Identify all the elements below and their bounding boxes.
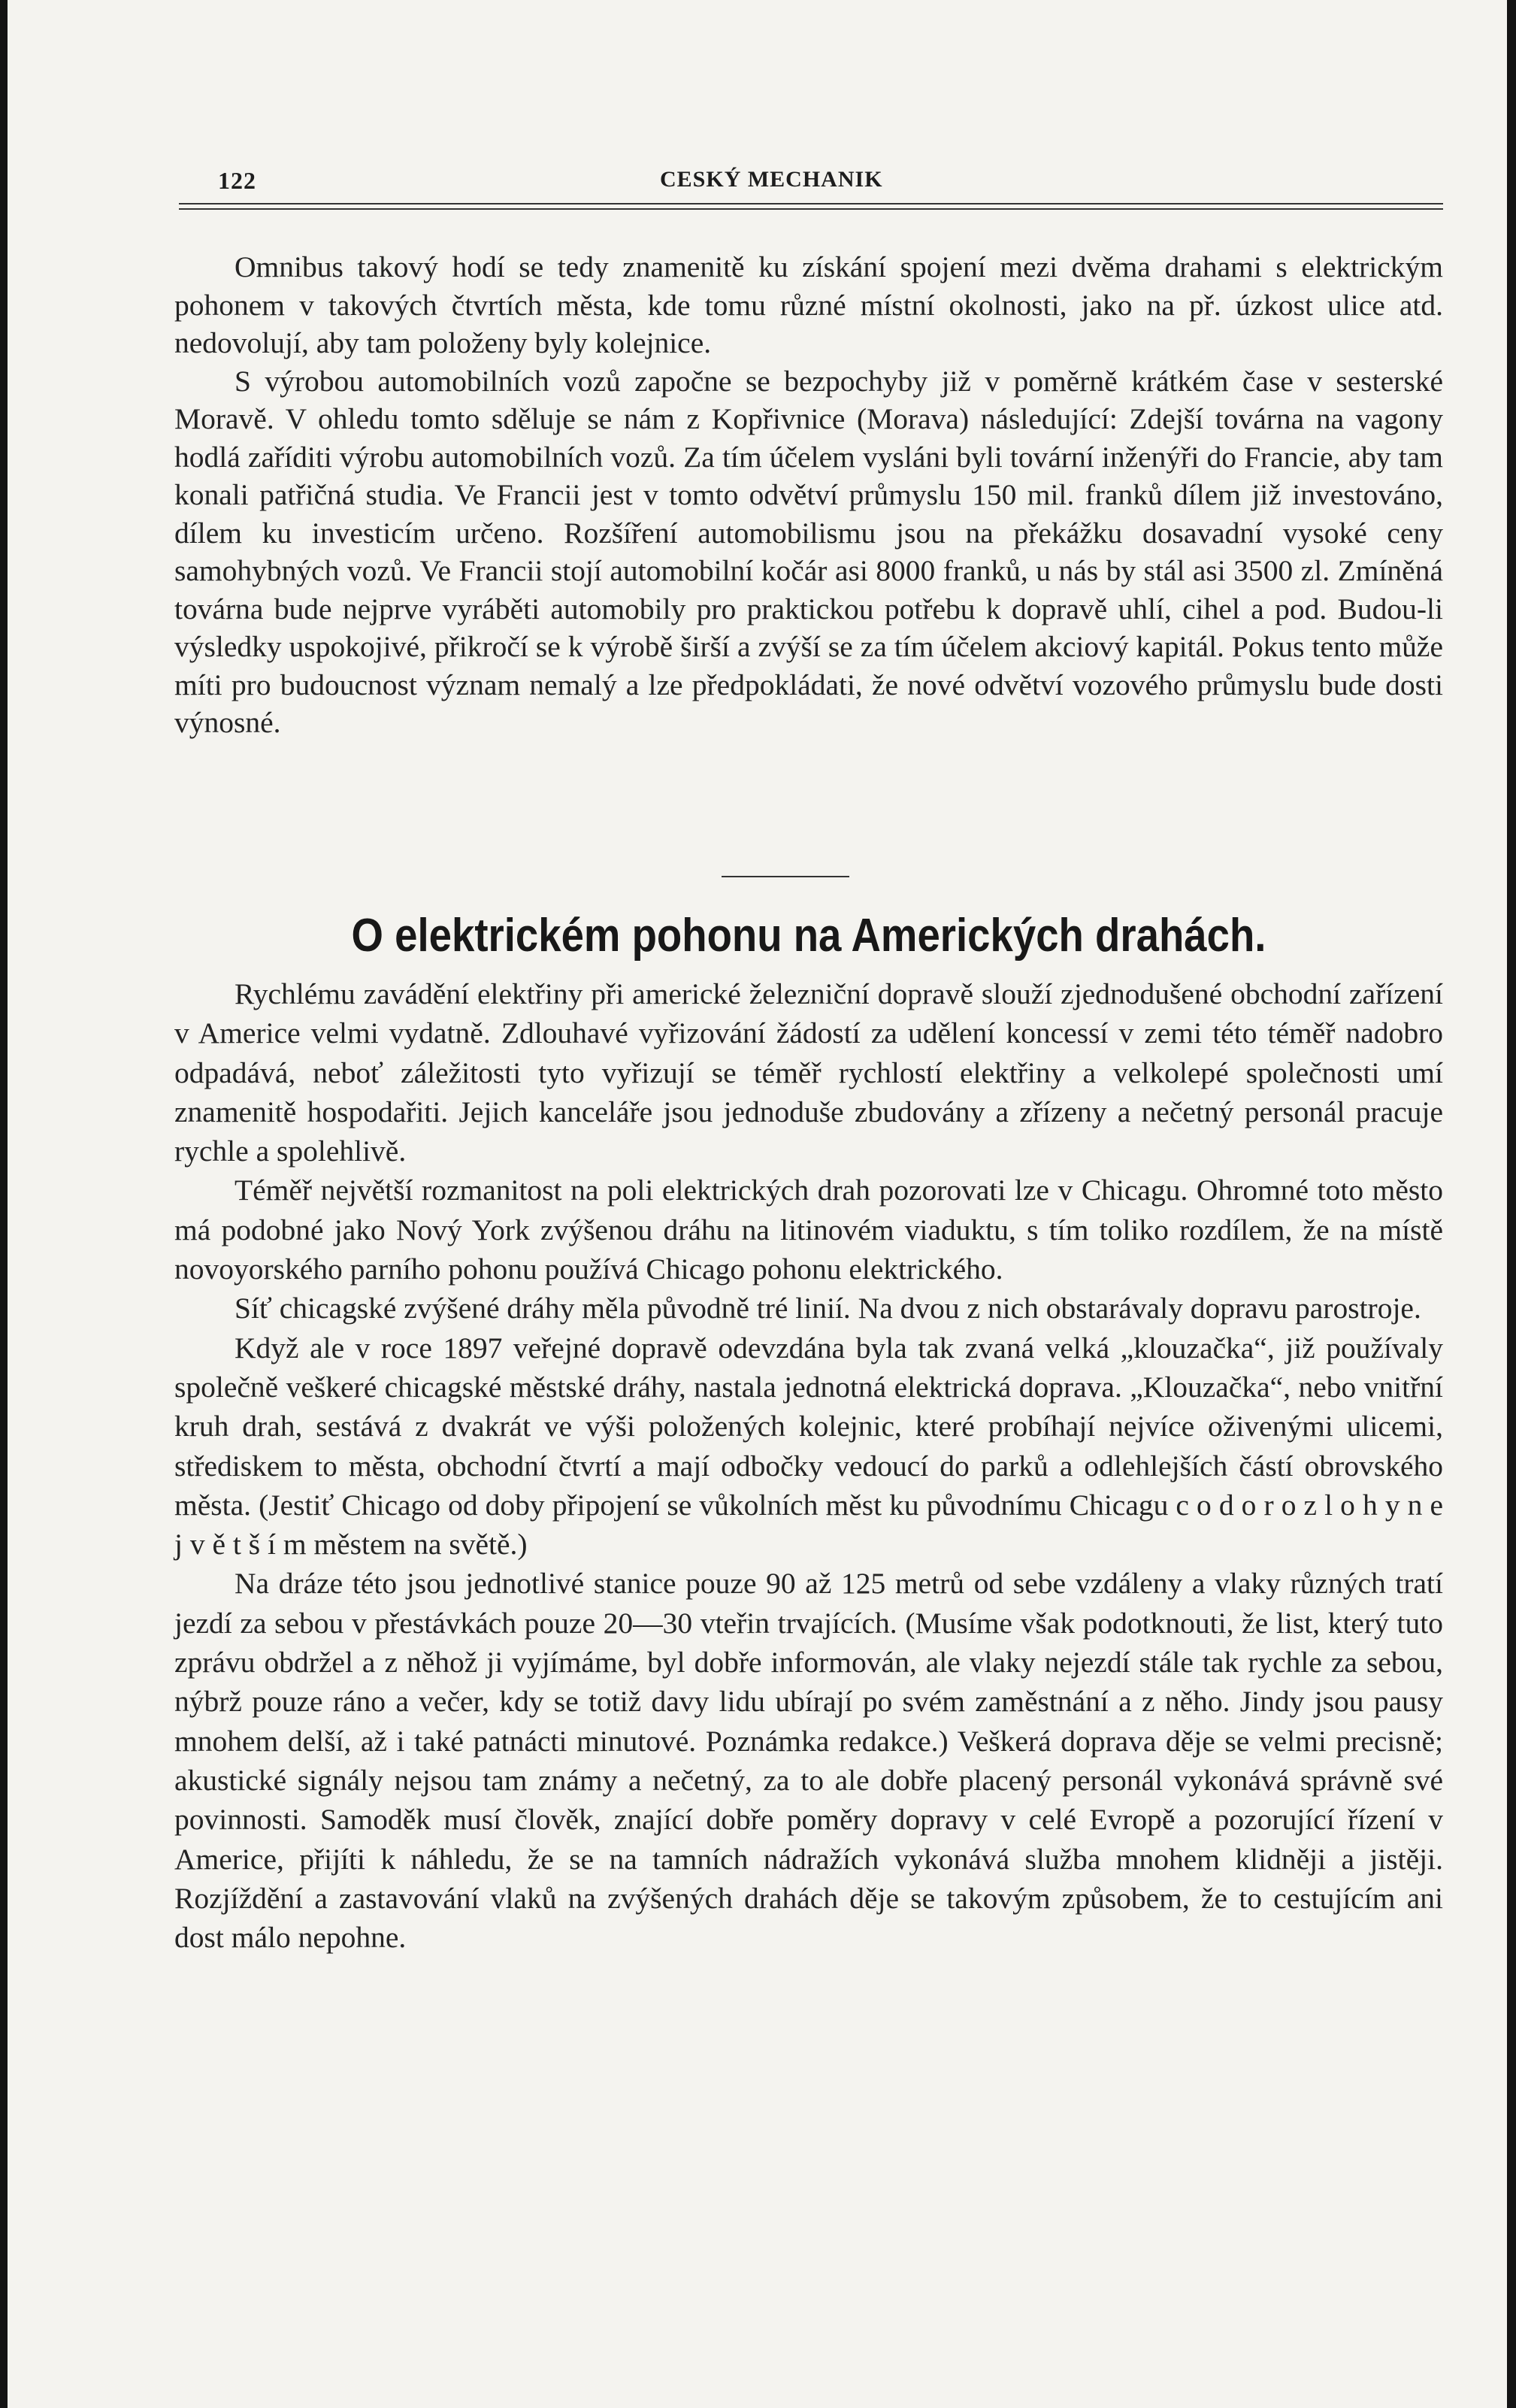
- running-title: CESKÝ MECHANIK: [660, 167, 883, 192]
- article-title: O elektrickém pohonu na Amerických drahách.: [351, 910, 1266, 962]
- article-paragraph: Když ale v roce 1897 veřejné dopravě odevzdána byla tak zvaná velká „klouzačka“, již používaly společně veškeré chicagské městské dráhy, nastala jednotná elektrická doprava. „Klouzačka“, nebo vnitřní kruh drah, sestává z dvakrát ve výši položených kolejnic, které probíhají nejvíce oživenými ulicemi, střediskem to města, obchodní čtvrtí a mají odbočky vedoucí do parků a odlehlejších částí obrovského města. (Jestiť Chicago od doby připojení se vůkolních měst ku původnímu Chicagu c o d o r o z l o h y n e j v ě t š í m městem na světě.): [174, 1331, 1443, 1561]
- article-paragraph: Na dráze této jsou jednotlivé stanice pouze 90 až 125 metrů od sebe vzdáleny a vlaky různých tratí jezdí za sebou v přestávkách pouze 20—30 vteřin trvajících. (Musíme však podotknouti, že list, který tuto zprávu obdržel a z něhož ji vyjímáme, byl dobře informován, ale vlaky nejezdí stále tak rychle za sebou, nýbrž pouze ráno a večer, kdy se totiž davy lidu ubírají po svém zaměstnání a z něho. Jindy jsou pausy mnohem delší, až i také patnácti minutové. Poznámka redakce.) Veškerá doprava děje se velmi precisně; akustické signály nejsou tam známy a nečetný, za to ale dobře placený personál vykonává správně své povinnosti. Samoděk musí člověk, znající dobře poměry dopravy v celé Evropě a pozorující řízení v Americe, přijíti k náhledu, že se na tamních nádražích vykonává služba mnohem klidněji a jistěji. Rozjíždění a zastavování vlaků na zvýšených drahách děje se takovým způsobem, že to cestujícím ani dost málo nepohne.: [174, 1567, 1443, 1955]
- page-number: 122: [218, 167, 256, 194]
- header-double-rule: [179, 203, 1443, 210]
- article-body: [174, 974, 1443, 1957]
- intro-paragraph: S výrobou automobilních vozů započne se bezpochyby již v poměrně krátkém čase v sesterské Moravě. V ohledu tomto sděluje se nám z Kopřivnice (Morava) následující: Zdejší továrna na vagony hodlá zaříditi výrobu automobilních vozů. Za tím účelem vysláni byli tovární inženýři do Francie, aby tam konali patřičná studia. Ve Francii jest v tomto odvětví průmyslu 150 mil. franků dílem již investováno, dílem ku investicím určeno. Rozšíření automobilismu jsou na překážku dosavadní vysoké ceny samohybných vozů. Ve Francii stojí automobilní kočár asi 8000 franků, u nás by stál asi 3500 zl. Zmíněná továrna bude nejprve vyráběti automobily pro praktickou potřebu k dopravě uhlí, cihel a pod. Budou-li výsledky uspokojivé, přikročí se k výrobě širší a zvýší se za tím účelem akciový kapitál. Pokus tento může míti pro budoucnost význam nemalý a lze předpokládati, že nové odvětví vozového průmyslu bude dosti výnosné.: [174, 364, 1443, 739]
- intro-section: [174, 248, 1443, 742]
- article-paragraph: Síť chicagské zvýšené dráhy měla původně tré linií. Na dvou z nich obstarávaly dopravu parostroje.: [235, 1292, 1421, 1325]
- article-paragraph: Rychlému zavádění elektřiny při americké železniční dopravě slouží zjednodušené obchodní zařízení v Americe velmi vydatně. Zdlouhavé vyřizování žádostí za udělení koncessí v zemi této téměř nadobro odpadává, neboť záležitosti tyto vyřizují se téměř rychlostí elektřiny a velkolepé společnosti umí znamenitě hospodařiti. Jejich kanceláře jsou jednoduše zbudovány a zřízeny a nečetný personál pracuje rychle a spolehlivě.: [174, 977, 1443, 1168]
- section-divider: [722, 876, 849, 877]
- article-paragraph: Téměř největší rozmanitost na poli elektrických drah pozorovati lze v Chicagu. Ohromné toto město má podobné jako Nový York zvýšenou dráhu na litinovém viaduktu, s tím toliko rozdílem, že na místě novoyorského parního pohonu používá Chicago pohonu elektrického.: [174, 1174, 1443, 1286]
- page-header: [179, 167, 1443, 197]
- intro-paragraph: Omnibus takový hodí se tedy znamenitě ku získání spojení mezi dvěma drahami s elektrickým pohonem v takových čtvrtích města, kde tomu různé místní okolnosti, jako na př. úzkost ulice atd. nedovolují, aby tam položeny byly kolejnice.: [174, 250, 1443, 359]
